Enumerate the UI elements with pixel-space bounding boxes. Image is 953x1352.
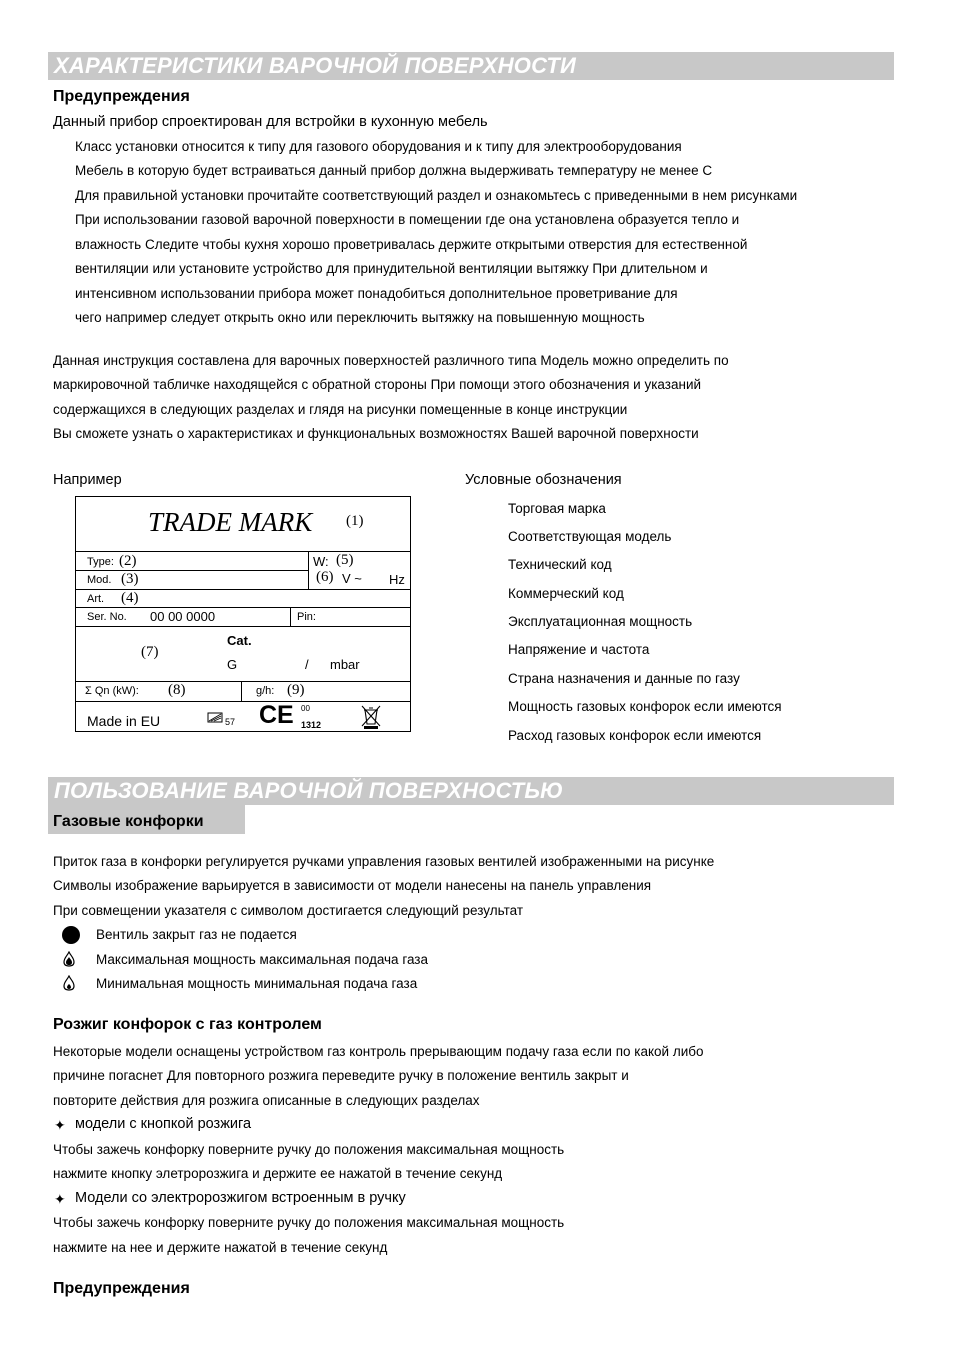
large-flame-icon: [62, 951, 76, 972]
ce-mark-icon: CE: [259, 701, 294, 729]
rating-plate: [75, 496, 411, 732]
ref-number: (5): [336, 552, 354, 568]
warnings-heading: Предупреждения: [53, 88, 190, 105]
section-banner: [48, 777, 894, 805]
bullet-star-icon: ✦: [54, 1191, 66, 1207]
type-label: Type:: [87, 556, 114, 568]
symbol-description: Минимальная мощность минимальная подача газа: [96, 976, 418, 991]
legend-item: Торговая марка: [508, 501, 606, 516]
ref-number: (2): [119, 553, 137, 569]
ref-number: (7): [141, 644, 159, 660]
w-label: W:: [313, 554, 329, 569]
gas-heading: Газовые конфорки: [53, 813, 204, 830]
divider: [76, 701, 410, 702]
divider: [76, 551, 410, 552]
ref-number: (6): [316, 569, 334, 585]
body-line: маркировочной табличке находящейся с обратной стороны При помощи этого обозначения и указаний: [53, 377, 702, 392]
body-line: чего например следует открыть окно или переключить вытяжку на повышенную мощность: [75, 310, 645, 325]
legend-item: Страна назначения и данные по газу: [508, 671, 740, 686]
bullet-heading: модели с кнопкой розжига: [75, 1116, 252, 1132]
body-line: интенсивном использовании прибора может понадобиться дополнительное проветривание для: [75, 286, 678, 301]
divider: [241, 681, 242, 701]
body-line: Класс установки относится к типу для газового оборудования и к типу для электрооборудования: [75, 139, 682, 154]
body-line: Для правильной установки прочитайте соответствующий раздел и ознакомьтесь с приведенными в нем рисунками: [75, 188, 798, 203]
ref-number: (4): [121, 590, 139, 606]
body-line: причине погаснет Для повторного розжига переведите ручку в положение вентиль закрыт и: [53, 1068, 629, 1083]
body-line: Чтобы зажечь конфорку поверните ручку до положения максимальная мощность: [53, 1215, 565, 1230]
body-line: повторите действия для розжига описанные в следующих разделах: [53, 1093, 480, 1108]
ref-number: (1): [346, 513, 364, 529]
slash-label: /: [305, 657, 309, 672]
symbol-description: Вентиль закрыт газ не подается: [96, 927, 297, 942]
body-line: Символы изображение варьируется в зависимости от модели нанесены на панель управления: [53, 878, 652, 893]
body-line: Приток газа в конфорки регулируется ручками управления газовых вентилей изображенными на рисунке: [53, 854, 715, 869]
made-in-label: Made in EU: [87, 713, 161, 729]
body-line: Мебель в которую будет встраиваться данный прибор должна выдерживать температуру не менее С: [75, 163, 713, 178]
body-line: Некоторые модели оснащены устройством газ контроль прерывающим подачу газа если по какой либо: [53, 1044, 704, 1059]
warnings-heading: Предупреждения: [53, 1280, 190, 1297]
gh-label: g/h:: [256, 685, 275, 697]
section-banner: [48, 52, 894, 80]
mod-label: Mod.: [87, 574, 112, 586]
body-line: содержащихся в следующих разделах и глядя на рисунки помещенные в конце инструкции: [53, 402, 628, 417]
art-label: Art.: [87, 593, 105, 605]
ce-superscript: 00: [301, 704, 310, 713]
symbol-description: Максимальная мощность максимальная подача газа: [96, 952, 429, 967]
valve-closed-icon: [61, 925, 81, 950]
legend-title: Условные обозначения: [465, 472, 622, 488]
divider: [308, 551, 309, 589]
bullet-star-icon: ✦: [54, 1117, 66, 1133]
trade-mark: TRADE MARK: [148, 507, 313, 537]
legend-item: Соответствующая модель: [508, 529, 672, 544]
legend-item: Эксплуатационная мощность: [508, 614, 693, 629]
standard-number: 57: [225, 717, 236, 727]
body-line: При использовании газовой варочной поверхности в помещении где она установлена образуется тепло и: [75, 212, 740, 227]
body-line: вентиляции или установите устройство для принудительной вентиляции вытяжку При длительном и: [75, 261, 708, 276]
body-line: Вы сможете узнать о характеристиках и функциональных возможностях Вашей варочной поверхности: [53, 426, 699, 441]
divider: [290, 607, 291, 626]
cat-label: Cat.: [227, 633, 252, 648]
ref-number: (9): [287, 682, 305, 698]
divider: [76, 570, 308, 571]
ignition-heading: Розжиг конфорок с газ контролем: [53, 1016, 322, 1033]
body-line: Чтобы зажечь конфорку поверните ручку до положения максимальная мощность: [53, 1142, 565, 1157]
intro-text: Данный прибор спроектирован для встройки в кухонную мебель: [53, 114, 488, 130]
legend-item: Мощность газовых конфорок если имеются: [508, 699, 782, 714]
body-line: При совмещении указателя с символом достигается следующий результат: [53, 903, 524, 918]
section-title: ХАРАКТЕРИСТИКИ ВАРОЧНОЙ ПОВЕРХНОСТИ: [54, 53, 577, 78]
legend-item: Напряжение и частота: [508, 642, 650, 657]
legend-item: Расход газовых конфорок если имеются: [508, 728, 762, 743]
gas-label: G: [227, 657, 238, 672]
ce-number: 1312: [301, 720, 322, 730]
ref-number: (3): [121, 571, 139, 587]
serial-value: 00 00 0000: [150, 609, 216, 624]
legend-item: Технический код: [508, 557, 612, 572]
v-label: V ~: [342, 571, 362, 586]
mbar-label: mbar: [330, 657, 360, 672]
body-line: нажмите на нее и держите нажатой в течение секунд: [53, 1240, 388, 1255]
body-line: Данная инструкция составлена для варочных поверхностей различного типа Модель можно определить по: [53, 353, 729, 368]
legend-item: Коммерческий код: [508, 586, 624, 601]
section-title: ПОЛЬЗОВАНИЕ ВАРОЧНОЙ ПОВЕРХНОСТЬЮ: [54, 778, 564, 803]
example-label: Например: [53, 472, 122, 488]
divider: [76, 607, 410, 608]
qn-label: Σ Qn (kW):: [85, 685, 139, 697]
bullet-heading: Модели со электророзжигом встроенным в ручку: [75, 1190, 406, 1206]
divider: [76, 626, 410, 627]
body-line: нажмите кнопку элетророзжига и держите ее нажатой в течение секунд: [53, 1166, 503, 1181]
crossed-bin-icon: [360, 704, 382, 735]
standard-icon: [207, 710, 225, 729]
serial-label: Ser. No.: [87, 611, 127, 623]
body-line: влажность Следите чтобы кухня хорошо проветривалась держите открытыми отверстия для естественной: [75, 237, 748, 252]
pin-label: Pin:: [297, 611, 316, 623]
ref-number: (8): [168, 682, 186, 698]
divider: [76, 681, 410, 682]
hz-label: Hz: [389, 572, 405, 587]
small-flame-icon: [62, 975, 76, 996]
